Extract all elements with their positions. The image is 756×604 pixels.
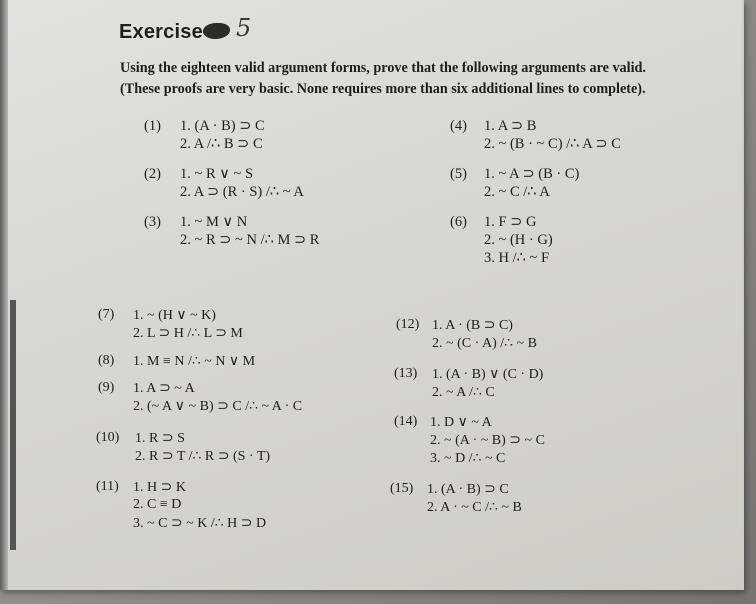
premise-line: 1. H ⊃ K xyxy=(133,480,186,495)
premise-line: 1. R ⊃ S xyxy=(135,431,185,446)
premise-line: 1. F ⊃ G xyxy=(484,214,537,230)
premise-line: 3. H /∴ ~ F xyxy=(484,250,550,266)
exercise-number: 5 xyxy=(236,14,252,42)
instructions xyxy=(120,58,720,100)
problem-label: (14) xyxy=(394,414,418,429)
premise-line: 2. ~ (A · ~ B) ⊃ ~ C xyxy=(430,433,545,448)
premise-line: 2. ~ (B · ~ C) /∴ A ⊃ C xyxy=(484,136,621,152)
premise-line: 1. A ⊃ B xyxy=(484,118,537,134)
premise-line: 1. D ∨ ~ A xyxy=(430,415,492,430)
problem-label: (12) xyxy=(396,317,420,332)
premise-line: 3. ~ D /∴ ~ C xyxy=(430,451,506,466)
premise-line: 2. A /∴ B ⊃ C xyxy=(180,136,263,152)
premise-line: 2. R ⊃ T /∴ R ⊃ (S · T) xyxy=(135,449,271,464)
exercise-title: Exercise xyxy=(119,21,203,43)
premise-line: 1. M ≡ N /∴ ~ N ∨ M xyxy=(133,354,256,369)
premise-line: 1. (A · B) ∨ (C · D) xyxy=(432,367,544,382)
problem-label: (1) xyxy=(144,118,161,134)
ink-smudge xyxy=(203,23,230,39)
premise-line: 1. A ⊃ ~ A xyxy=(133,381,195,396)
problem-label: (13) xyxy=(394,366,418,381)
premise-line: 1. ~ A ⊃ (B · C) xyxy=(484,166,580,182)
problem-label: (9) xyxy=(98,380,115,395)
instruction-line: Using the eighteen valid argument forms, prove that the following arguments are valid. xyxy=(120,60,646,76)
premise-line: 2. (~ A ∨ ~ B) ⊃ C /∴ ~ A · C xyxy=(133,399,303,414)
premise-line: 2. ~ R ⊃ ~ N /∴ M ⊃ R xyxy=(180,232,320,248)
problem-label: (8) xyxy=(98,353,115,368)
premise-line: 1. ~ R ∨ ~ S xyxy=(180,166,254,182)
problem-label: (6) xyxy=(450,214,467,230)
problem-label: (11) xyxy=(96,479,119,494)
problem-label: (5) xyxy=(450,166,467,182)
problem-label: (4) xyxy=(450,118,467,134)
problem-label: (3) xyxy=(144,214,161,230)
page-spine xyxy=(0,0,8,590)
premise-line: 1. A · (B ⊃ C) xyxy=(432,318,513,333)
problem-label: (2) xyxy=(144,166,161,182)
premise-line: 2. ~ C /∴ A xyxy=(484,184,550,200)
premise-line: 1. (A · B) ⊃ C xyxy=(427,482,509,497)
premise-line: 2. L ⊃ H /∴ L ⊃ M xyxy=(133,326,243,341)
problem-label: (7) xyxy=(98,307,115,322)
premise-line: 2. ~ A /∴ C xyxy=(432,385,495,400)
premise-line: 3. ~ C ⊃ ~ K /∴ H ⊃ D xyxy=(133,516,267,531)
problem-label: (10) xyxy=(96,430,120,445)
premise-line: 1. ~ (H ∨ ~ K) xyxy=(133,308,216,323)
problem-label: (15) xyxy=(390,481,414,496)
premise-line: 2. A ⊃ (R · S) /∴ ~ A xyxy=(180,184,304,200)
premise-line: 1. ~ M ∨ N xyxy=(180,214,248,230)
premise-line: 1. (A · B) ⊃ C xyxy=(180,118,265,134)
binding-edge xyxy=(10,300,16,550)
premise-line: 2. ~ (C · A) /∴ ~ B xyxy=(432,336,537,351)
premise-line: 2. A · ~ C /∴ ~ B xyxy=(427,500,522,515)
instruction-line: (These proofs are very basic. None requires more than six additional lines to complete). xyxy=(120,81,646,97)
premise-line: 2. C ≡ D xyxy=(133,497,182,512)
premise-line: 2. ~ (H · G) xyxy=(484,232,553,248)
